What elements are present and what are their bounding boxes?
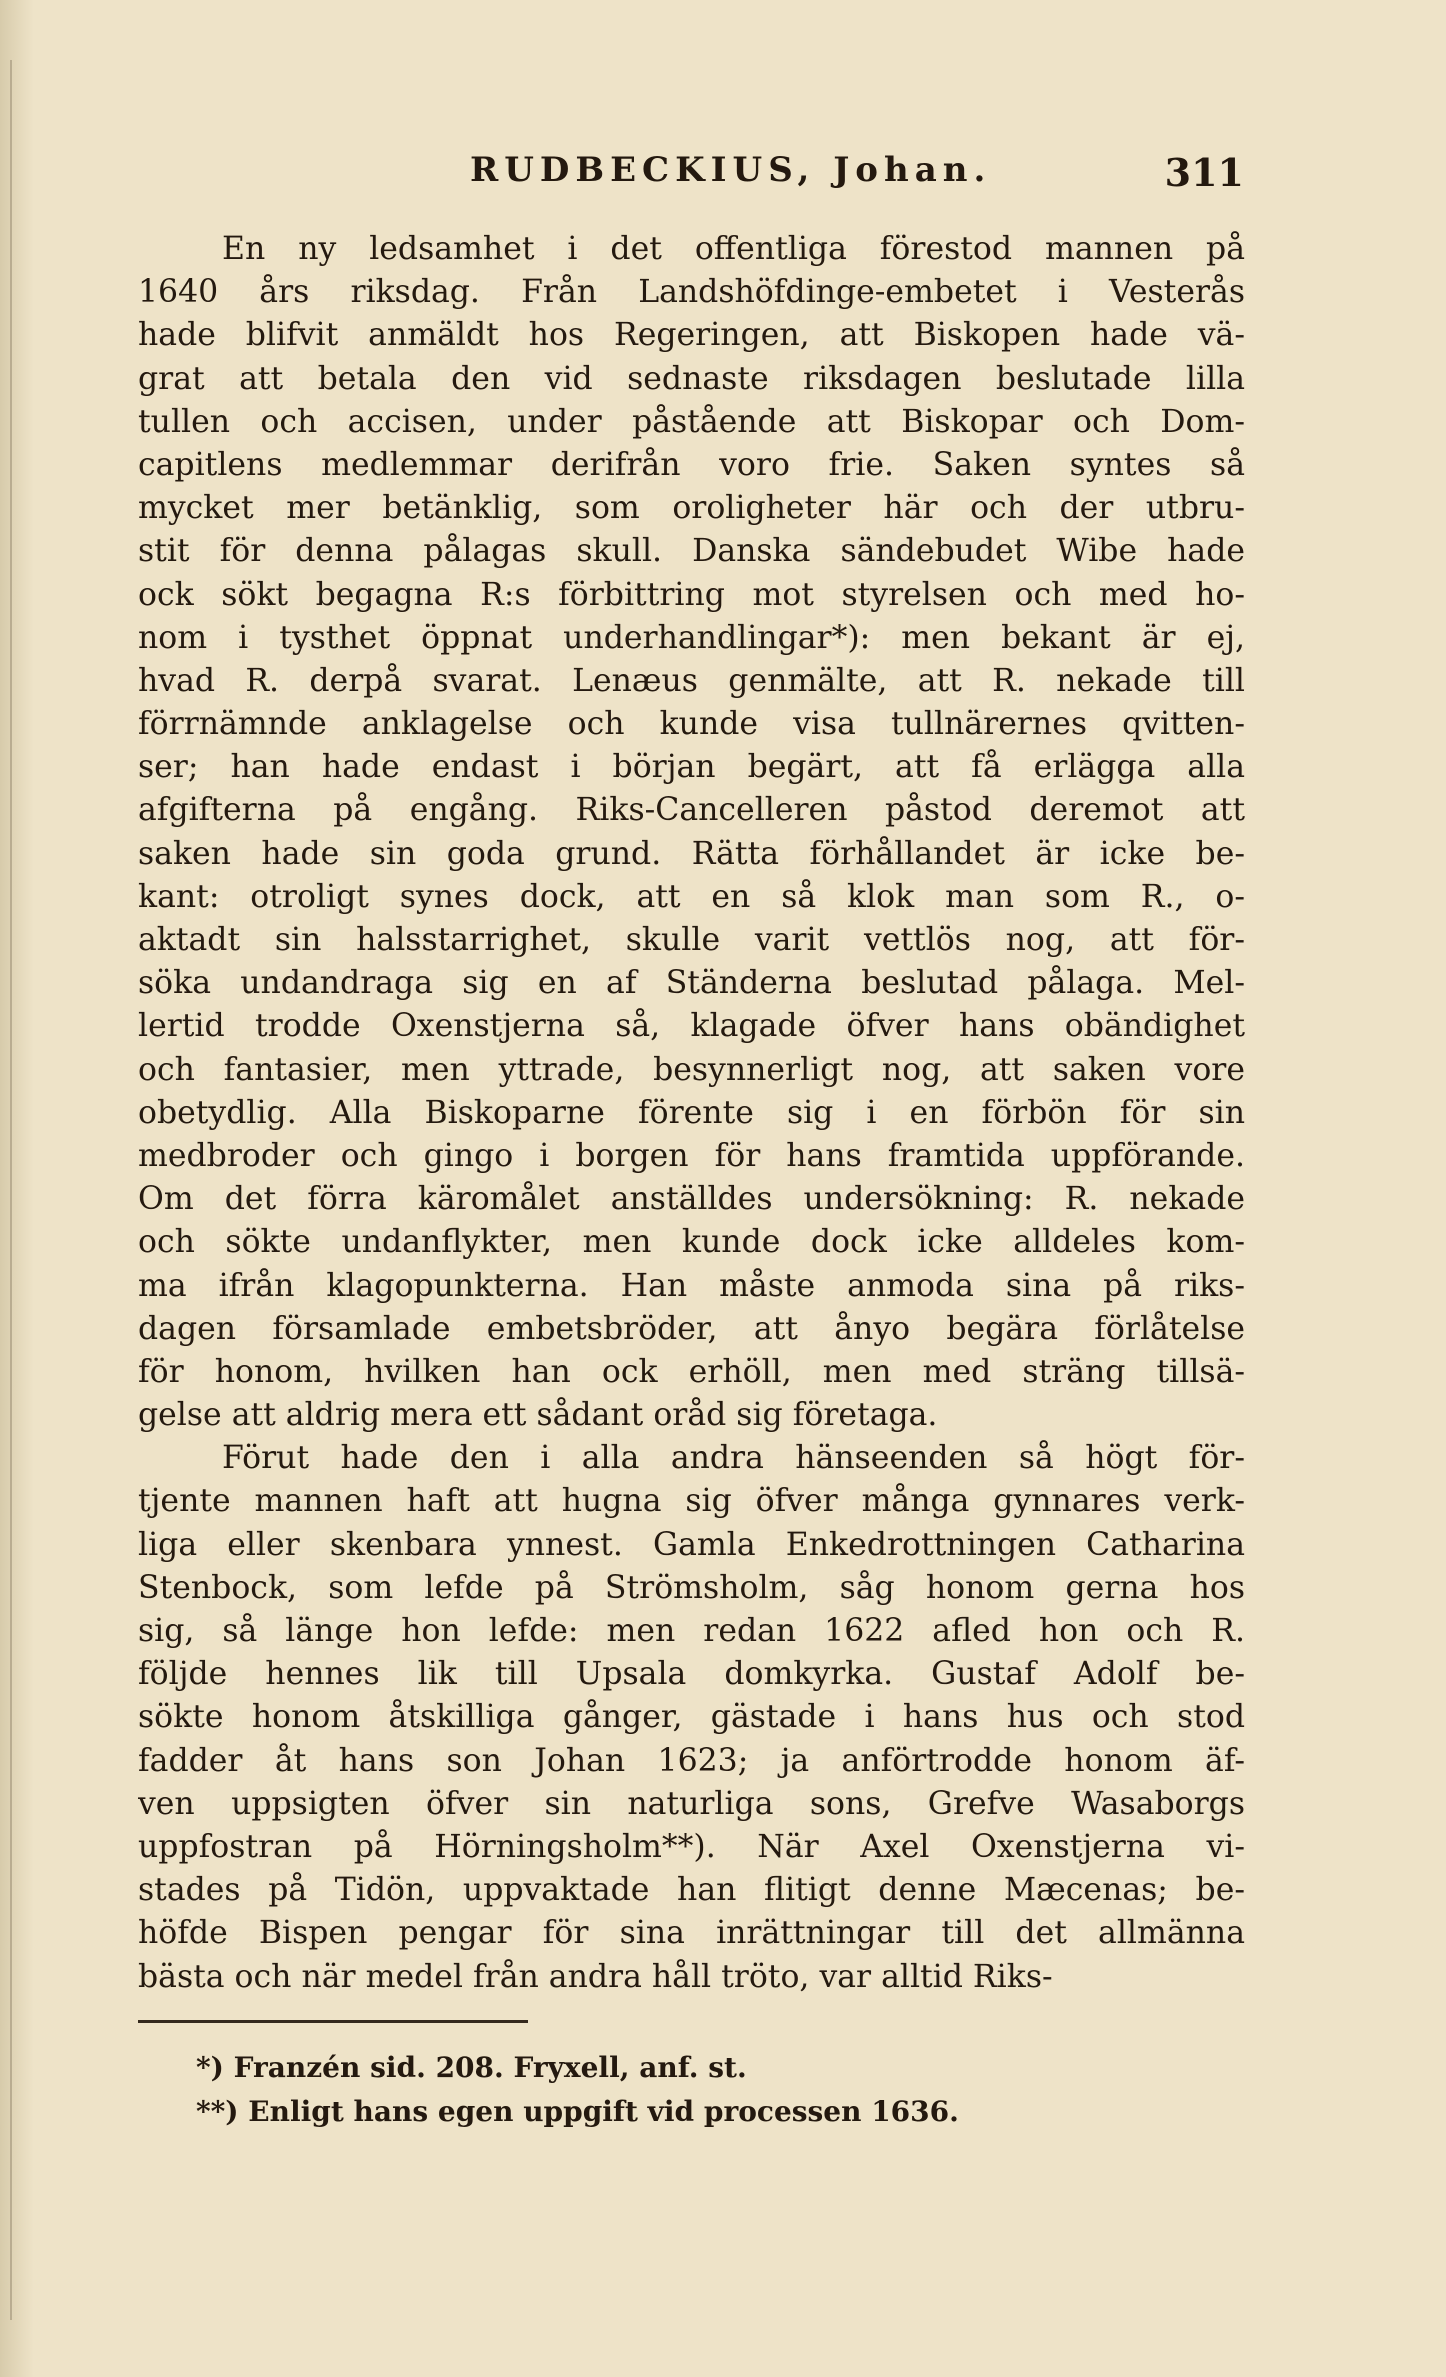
text-line: En ny ledsamhet i det offentliga förestod mannen på <box>222 231 1245 267</box>
text-line: tullen och accisen, under påstående att Biskopar och Dom- <box>138 403 1245 440</box>
text-line: sig, så länge hon lefde: men redan 1622 afled hon och R. <box>138 1613 1245 1649</box>
running-title: RUDBECKIUS, Johan. <box>470 150 992 190</box>
text-line: aktadt sin halsstarrighet, skulle varit vettlös nog, att för- <box>138 922 1245 958</box>
footnote: *) Franzén sid. 208. Fryxell, anf. st. <box>196 2051 747 2084</box>
text-line: grat att betala den vid sednaste riksdagen beslutade lilla <box>138 360 1245 397</box>
text-line: capitlens medlemmar derifrån voro frie. Saken syntes så <box>138 446 1245 483</box>
footnotes <box>196 2046 1096 2134</box>
text-line: hvad R. derpå svarat. Lenæus genmälte, att R. nekade till <box>138 662 1245 699</box>
text-line: ma ifrån klagopunkterna. Han måste anmoda sina på riks- <box>138 1267 1245 1304</box>
paragraph <box>138 228 1245 1437</box>
page-header <box>470 150 1244 208</box>
text-line: medbroder och gingo i borgen för hans framtida uppförande. <box>138 1137 1245 1174</box>
text-line: höfde Bispen pengar för sina inrättningar till det allmänna <box>138 1915 1245 1952</box>
text-line: gelse att aldrig mera ett sådant oråd sig företaga. <box>138 1397 938 1434</box>
text-line: mycket mer betänklig, som oroligheter här och der utbru- <box>138 490 1245 527</box>
text-line: ven uppsigten öfver sin naturliga sons, Grefve Wasaborgs <box>138 1785 1245 1822</box>
text-line: stades på Tidön, uppvaktade han flitigt denne Mæcenas; be- <box>138 1872 1245 1909</box>
text-line: för honom, hvilken han ock erhöll, men med sträng tillsä- <box>138 1353 1245 1390</box>
text-line: Om det förra käromålet anställdes undersökning: R. nekade <box>138 1181 1245 1218</box>
text-line: ser; han hade endast i början begärt, att få erlägga alla <box>138 749 1245 786</box>
text-line: stit för denna pålagas skull. Danska sändebudet Wibe hade <box>138 533 1245 570</box>
text-line: afgifterna på engång. Riks-Cancelleren påstod deremot att <box>138 792 1245 829</box>
text-line: och fantasier, men yttrade, besynnerligt nog, att saken vore <box>138 1051 1245 1088</box>
text-line: kant: otroligt synes dock, att en så klok man som R., o- <box>138 878 1245 915</box>
text-line: obetydlig. Alla Biskoparne förente sig i en förbön för sin <box>138 1094 1245 1131</box>
text-line: Förut hade den i alla andra hänseenden så högt för- <box>222 1440 1245 1477</box>
text-line: hade blifvit anmäldt hos Regeringen, att Biskopen hade vä- <box>138 317 1245 354</box>
text-line: förrnämnde anklagelse och kunde visa tullnärernes qvitten- <box>138 706 1245 743</box>
text-line: och sökte undanflykter, men kunde dock icke alldeles kom- <box>138 1224 1245 1261</box>
text-line: dagen församlade embetsbröder, att ånyo begära förlåtelse <box>138 1310 1245 1347</box>
text-line: följde hennes lik till Upsala domkyrka. Gustaf Adolf be- <box>138 1656 1245 1693</box>
page-number: 311 <box>1164 150 1244 195</box>
text-line: Stenbock, som lefde på Strömsholm, såg honom gerna hos <box>138 1569 1245 1606</box>
text-line: söka undandraga sig en af Ständerna beslutad pålaga. Mel- <box>138 965 1245 1002</box>
page-shadow <box>0 0 34 2377</box>
page-edge <box>10 60 12 2320</box>
text-line: 1640 års riksdag. Från Landshöfdinge-embetet i Vesterås <box>138 274 1245 311</box>
body-text <box>138 228 1245 1999</box>
footnote-rule <box>138 2020 528 2023</box>
text-line: lertid trodde Oxenstjerna så, klagade öfver hans obändighet <box>138 1008 1245 1045</box>
text-line: uppfostran på Hörningsholm**). När Axel Oxenstjerna vi- <box>138 1828 1245 1865</box>
text-line: sökte honom åtskilliga gånger, gästade i hans hus och stod <box>138 1699 1245 1736</box>
text-line: liga eller skenbara ynnest. Gamla Enkedrottningen Catharina <box>138 1526 1245 1563</box>
paragraph <box>138 1437 1245 1998</box>
text-line: nom i tysthet öppnat underhandlingar*): men bekant är ej, <box>138 619 1245 656</box>
text-line: bästa och när medel från andra håll tröto, var alltid Riks- <box>138 1958 1053 1995</box>
text-line: ock sökt begagna R:s förbittring mot styrelsen och med ho- <box>138 576 1245 613</box>
text-line: fadder åt hans son Johan 1623; ja anförtrodde honom äf- <box>138 1742 1245 1779</box>
text-line: saken hade sin goda grund. Rätta förhållandet är icke be- <box>138 835 1245 872</box>
footnote: **) Enligt hans egen uppgift vid processen 1636. <box>196 2095 959 2128</box>
text-line: tjente mannen haft att hugna sig öfver många gynnares verk- <box>138 1483 1245 1520</box>
